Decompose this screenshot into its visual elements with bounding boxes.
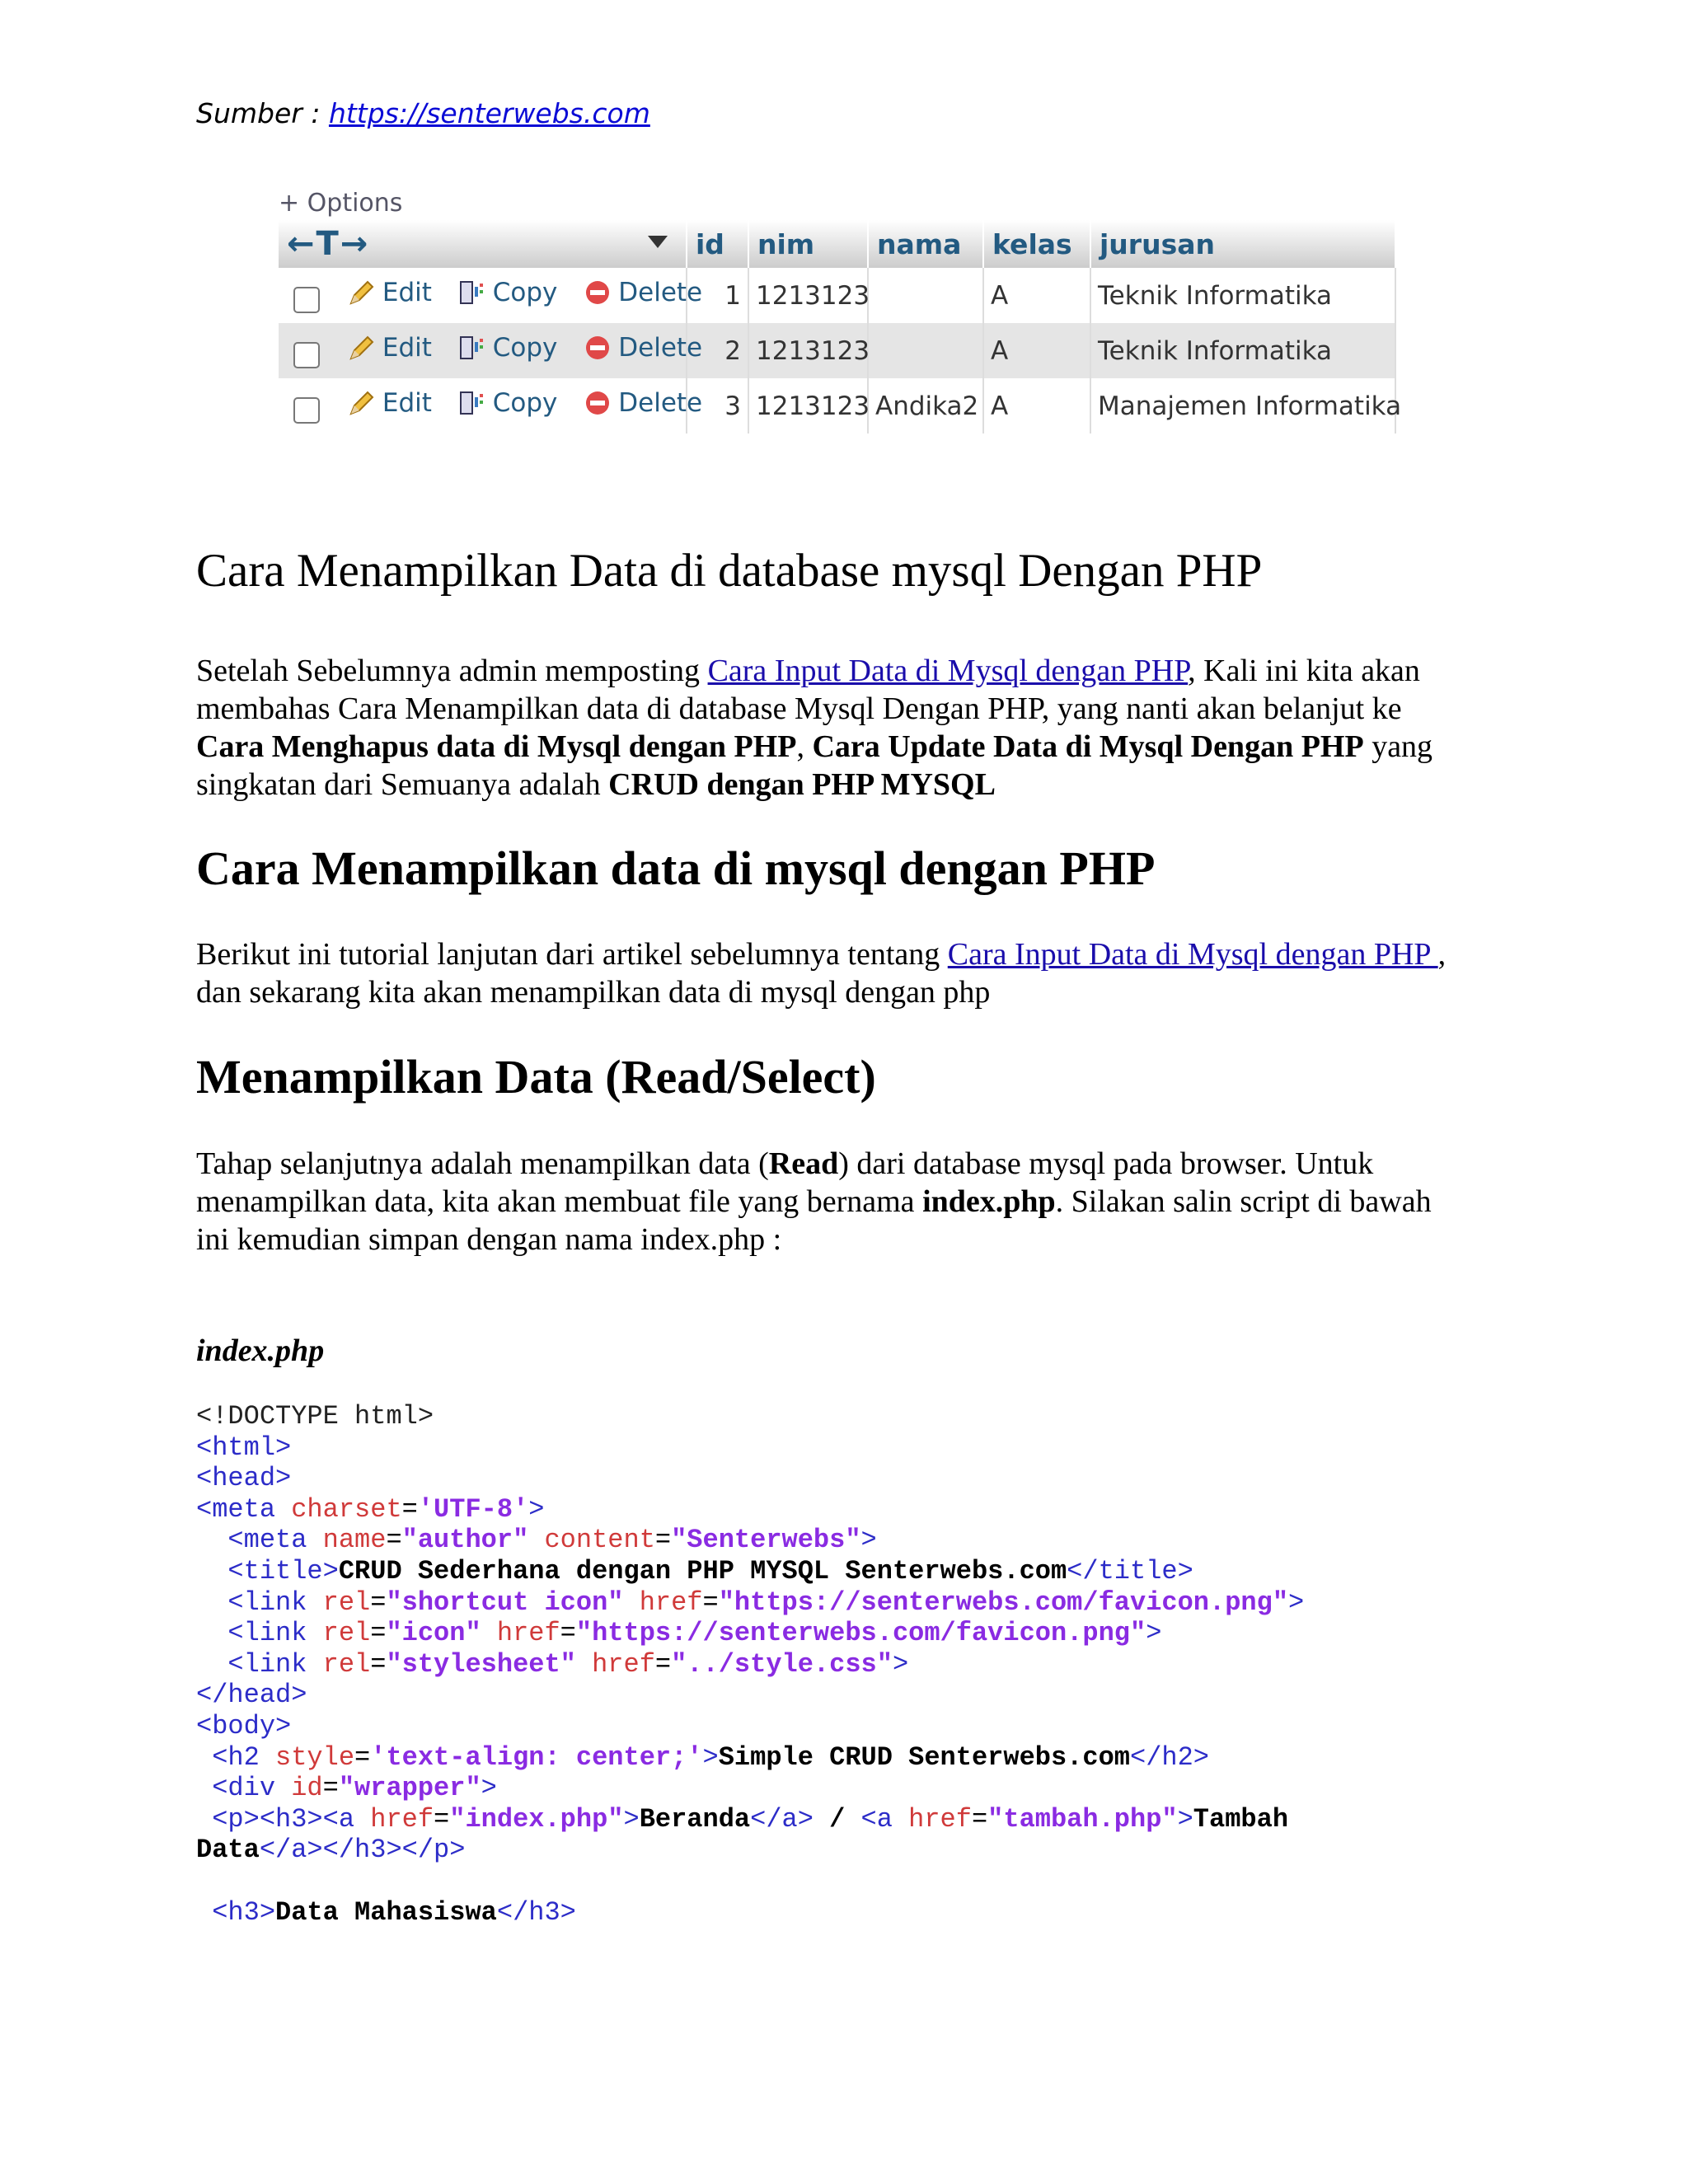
edit-button[interactable]: Edit — [348, 278, 432, 307]
code-line: <meta name="author" content="Senterwebs"> — [196, 1525, 877, 1556]
cell-id: 3 — [687, 378, 748, 434]
delete-button[interactable]: Delete — [584, 333, 702, 363]
cell-kelas: A — [983, 378, 1090, 434]
code-line: <p><h3><a href="index.php">Beranda</a> / <a href="tambah.php">Tambah — [196, 1803, 1289, 1835]
edit-button[interactable]: Edit — [348, 333, 432, 363]
code-line: <head> — [196, 1463, 292, 1494]
row-checkbox[interactable] — [293, 342, 320, 368]
delete-icon — [584, 389, 612, 417]
code-line-blank — [196, 1866, 1482, 1897]
bold-text: index.php — [922, 1184, 1056, 1219]
code-line: <!DOCTYPE html> — [196, 1401, 434, 1432]
tutorial-paragraph — [196, 935, 1449, 1011]
code-line: <body> — [196, 1710, 292, 1741]
column-header-kelas[interactable]: kelas — [983, 220, 1090, 268]
cell-id: 1 — [687, 268, 748, 323]
pencil-icon — [348, 279, 376, 307]
text: , dan sekarang kita akan menampilkan data di mysql dengan php — [196, 937, 1447, 1010]
cell-nama — [868, 323, 983, 378]
column-header-nim[interactable]: nim — [748, 220, 868, 268]
options-toggle[interactable]: + Options — [279, 189, 403, 218]
bold-text: Cara Menghapus data di Mysql dengan PHP — [196, 729, 797, 764]
cell-id: 2 — [687, 323, 748, 378]
column-header-jurusan[interactable]: jurusan — [1090, 220, 1395, 268]
cell-nama: Andika2 — [868, 378, 983, 434]
cell-nim: 1213123 — [748, 323, 868, 378]
code-block — [196, 1401, 1482, 1928]
cell-jurusan: Teknik Informatika — [1090, 268, 1395, 323]
phpmyadmin-screenshot — [279, 185, 1402, 443]
copy-icon — [458, 279, 486, 307]
file-name-label: index.php — [196, 1333, 325, 1368]
pencil-icon — [348, 334, 376, 362]
delete-icon — [584, 279, 612, 307]
copy-button[interactable]: Copy — [458, 388, 558, 418]
bold-text: Read — [768, 1146, 839, 1181]
code-line: <link rel="stylesheet" href="../style.css"> — [196, 1648, 909, 1680]
delete-button[interactable]: Delete — [584, 388, 702, 418]
cell-kelas: A — [983, 323, 1090, 378]
code-line: <h3>Data Mahasiswa</h3> — [196, 1896, 576, 1928]
read-paragraph — [196, 1145, 1449, 1258]
text: , Kali ini kita akan membahas Cara Menampilkan data di database Mysql Dengan PHP, yang nanti akan belanjut ke — [196, 654, 1420, 726]
code-line: Data</a></h3></p> — [196, 1835, 466, 1866]
code-line: <title>CRUD Sederhana dengan PHP MYSQL Senterwebs.com</title> — [196, 1555, 1193, 1586]
code-line: <div id="wrapper"> — [196, 1773, 497, 1804]
copy-button[interactable]: Copy — [458, 333, 558, 363]
copy-button[interactable]: Copy — [458, 278, 558, 307]
table-row — [279, 323, 1395, 378]
code-line: <html> — [196, 1432, 292, 1463]
source-label: Sumber : — [196, 97, 329, 129]
cell-nama — [868, 268, 983, 323]
delete-button[interactable]: Delete — [584, 278, 702, 307]
text: yang singkatan dari Semuanya adalah — [196, 729, 1433, 802]
code-line: <meta charset='UTF-8'> — [196, 1493, 545, 1525]
row-checkbox[interactable] — [293, 397, 320, 424]
input-data-link[interactable]: Cara Input Data di Mysql dengan PHP — [707, 654, 1189, 688]
section-heading: Cara Menampilkan data di mysql dengan PHP — [196, 841, 1156, 895]
text: ) dari database mysql pada browser. Untuk menampilkan data, kita akan membuat file yang bernama — [196, 1146, 1374, 1219]
cell-nim: 1213123 — [748, 378, 868, 434]
text: , — [796, 729, 813, 764]
copy-icon — [458, 334, 486, 362]
section-heading: Menampilkan Data (Read/Select) — [196, 1050, 876, 1104]
code-line: </head> — [196, 1680, 307, 1711]
cell-jurusan: Teknik Informatika — [1090, 323, 1395, 378]
column-arrows-icon[interactable]: ←T→ — [287, 225, 370, 263]
row-actions — [279, 323, 703, 378]
column-header-nama[interactable]: nama — [868, 220, 983, 268]
table-row — [279, 378, 1395, 434]
bold-text: Cara Update Data di Mysql Dengan PHP — [812, 729, 1364, 764]
delete-icon — [584, 334, 612, 362]
text: Berikut ini tutorial lanjutan dari artikel sebelumnya tentang — [196, 937, 948, 972]
row-checkbox[interactable] — [293, 287, 320, 313]
cell-nim: 1213123 — [748, 268, 868, 323]
text: . Silakan salin script di bawah ini kemudian simpan dengan nama index.php : — [196, 1184, 1432, 1257]
bold-text: CRUD dengan PHP MYSQL — [608, 767, 996, 802]
source-line — [196, 97, 650, 129]
intro-paragraph — [196, 652, 1449, 804]
sort-dropdown-icon[interactable] — [646, 225, 669, 257]
code-line: <h2 style='text-align: center;'>Simple CRUD Senterwebs.com</h2> — [196, 1741, 1209, 1773]
table-header-row — [279, 220, 1395, 268]
table-row — [279, 268, 1395, 323]
pencil-icon — [348, 389, 376, 417]
source-link[interactable]: https://senterwebs.com — [328, 97, 650, 129]
article-title: Cara Menampilkan Data di database mysql Dengan PHP — [196, 545, 1263, 597]
code-line: <link rel="shortcut icon" href="https://senterwebs.com/favicon.png"> — [196, 1586, 1305, 1618]
text: Setelah Sebelumnya admin memposting — [196, 654, 708, 688]
edit-button[interactable]: Edit — [348, 388, 432, 418]
result-table — [279, 220, 1402, 434]
copy-icon — [458, 389, 486, 417]
code-line: <link rel="icon" href="https://senterwebs.com/favicon.png"> — [196, 1618, 1162, 1649]
cell-jurusan: Manajemen Informatika — [1090, 378, 1395, 434]
column-header-id[interactable]: id — [687, 220, 748, 268]
input-data-link-2[interactable]: Cara Input Data di Mysql dengan PHP — [947, 937, 1438, 972]
text: Tahap selanjutnya adalah menampilkan data ( — [196, 1146, 769, 1181]
row-actions — [279, 378, 703, 434]
column-controls — [279, 220, 687, 268]
row-actions — [279, 268, 703, 323]
cell-kelas: A — [983, 268, 1090, 323]
